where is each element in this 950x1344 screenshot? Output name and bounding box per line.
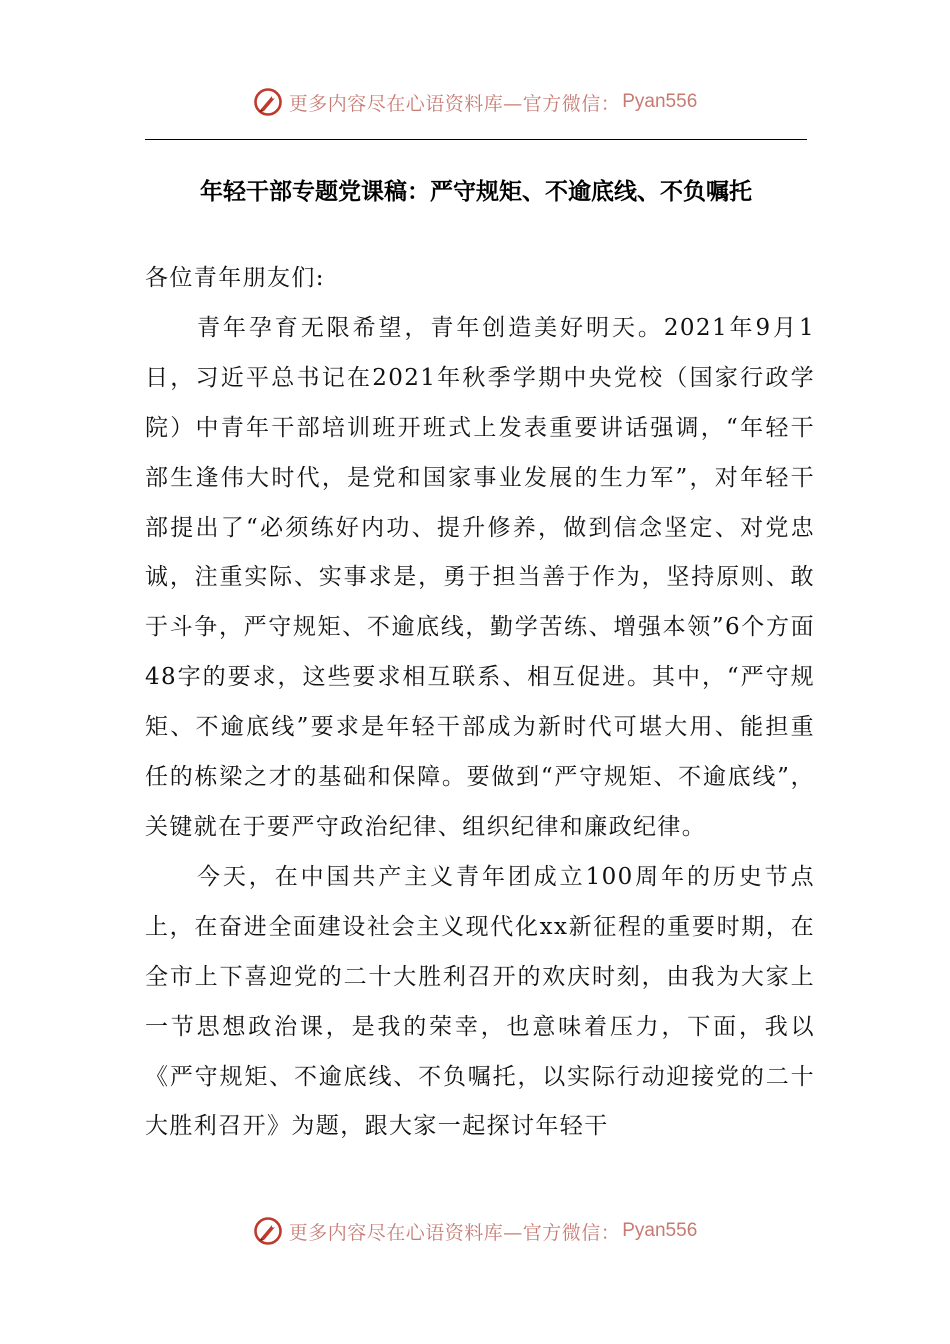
paragraph-2: 今天，在中国共产主义青年团成立100周年的历史节点上，在奋进全面建设社会主义现代化xx新征程的重要时期，在全市上下喜迎党的二十大胜利召开的欢庆时刻，由我为大家上一节思想政治课，是我的荣幸，也意味着压力，下面，我以《严守规矩、不逾底线、不负嘱托，以实际行动迎接党的二十大胜利召开》为题，跟大家一起探讨年轻干	[145, 863, 815, 1140]
footer-banner	[0, 1211, 950, 1251]
header-wechat-id: Pyan556	[622, 91, 698, 112]
footer-banner-text: 更多内容尽在心语资料库—官方微信：	[288, 1221, 621, 1244]
document-title: 年轻干部专题党课稿：严守规矩、不逾底线、不负嘱托	[200, 179, 752, 205]
salutation: 各位青年朋友们:	[145, 265, 325, 291]
pen-circle-logo-icon	[253, 87, 283, 117]
header-banner-text: 更多内容尽在心语资料库—官方微信：	[288, 92, 621, 115]
footer-wechat-id: Pyan556	[622, 1220, 698, 1241]
document-body	[145, 254, 815, 1152]
header-banner	[0, 82, 950, 122]
header-divider	[145, 139, 807, 140]
paragraph-1: 青年孕育无限希望，青年创造美好明天。2021年9月1日，习近平总书记在2021年秋季学期中央党校（国家行政学院）中青年干部培训班开班式上发表重要讲话强调，“年轻干部生逢伟大时代，是党和国家事业发展的生力军”，对年轻干部提出了“必须练好内功、提升修养，做到信念坚定、对党忠诚，注重实际、实事求是，勇于担当善于作为，坚持原则、敢于斗争，严守规矩、不逾底线，勤学苦练、增强本领”6个方面48字的要求，这些要求相互联系、相互促进。其中，“严守规矩、不逾底线”要求是年轻干部成为新时代可堪大用、能担重任的栋梁之才的基础和保障。要做到“严守规矩、不逾底线”，关键就在于要严守政治纪律、组织纪律和廉政纪律。	[145, 314, 815, 840]
pen-circle-logo-icon	[253, 1216, 283, 1246]
